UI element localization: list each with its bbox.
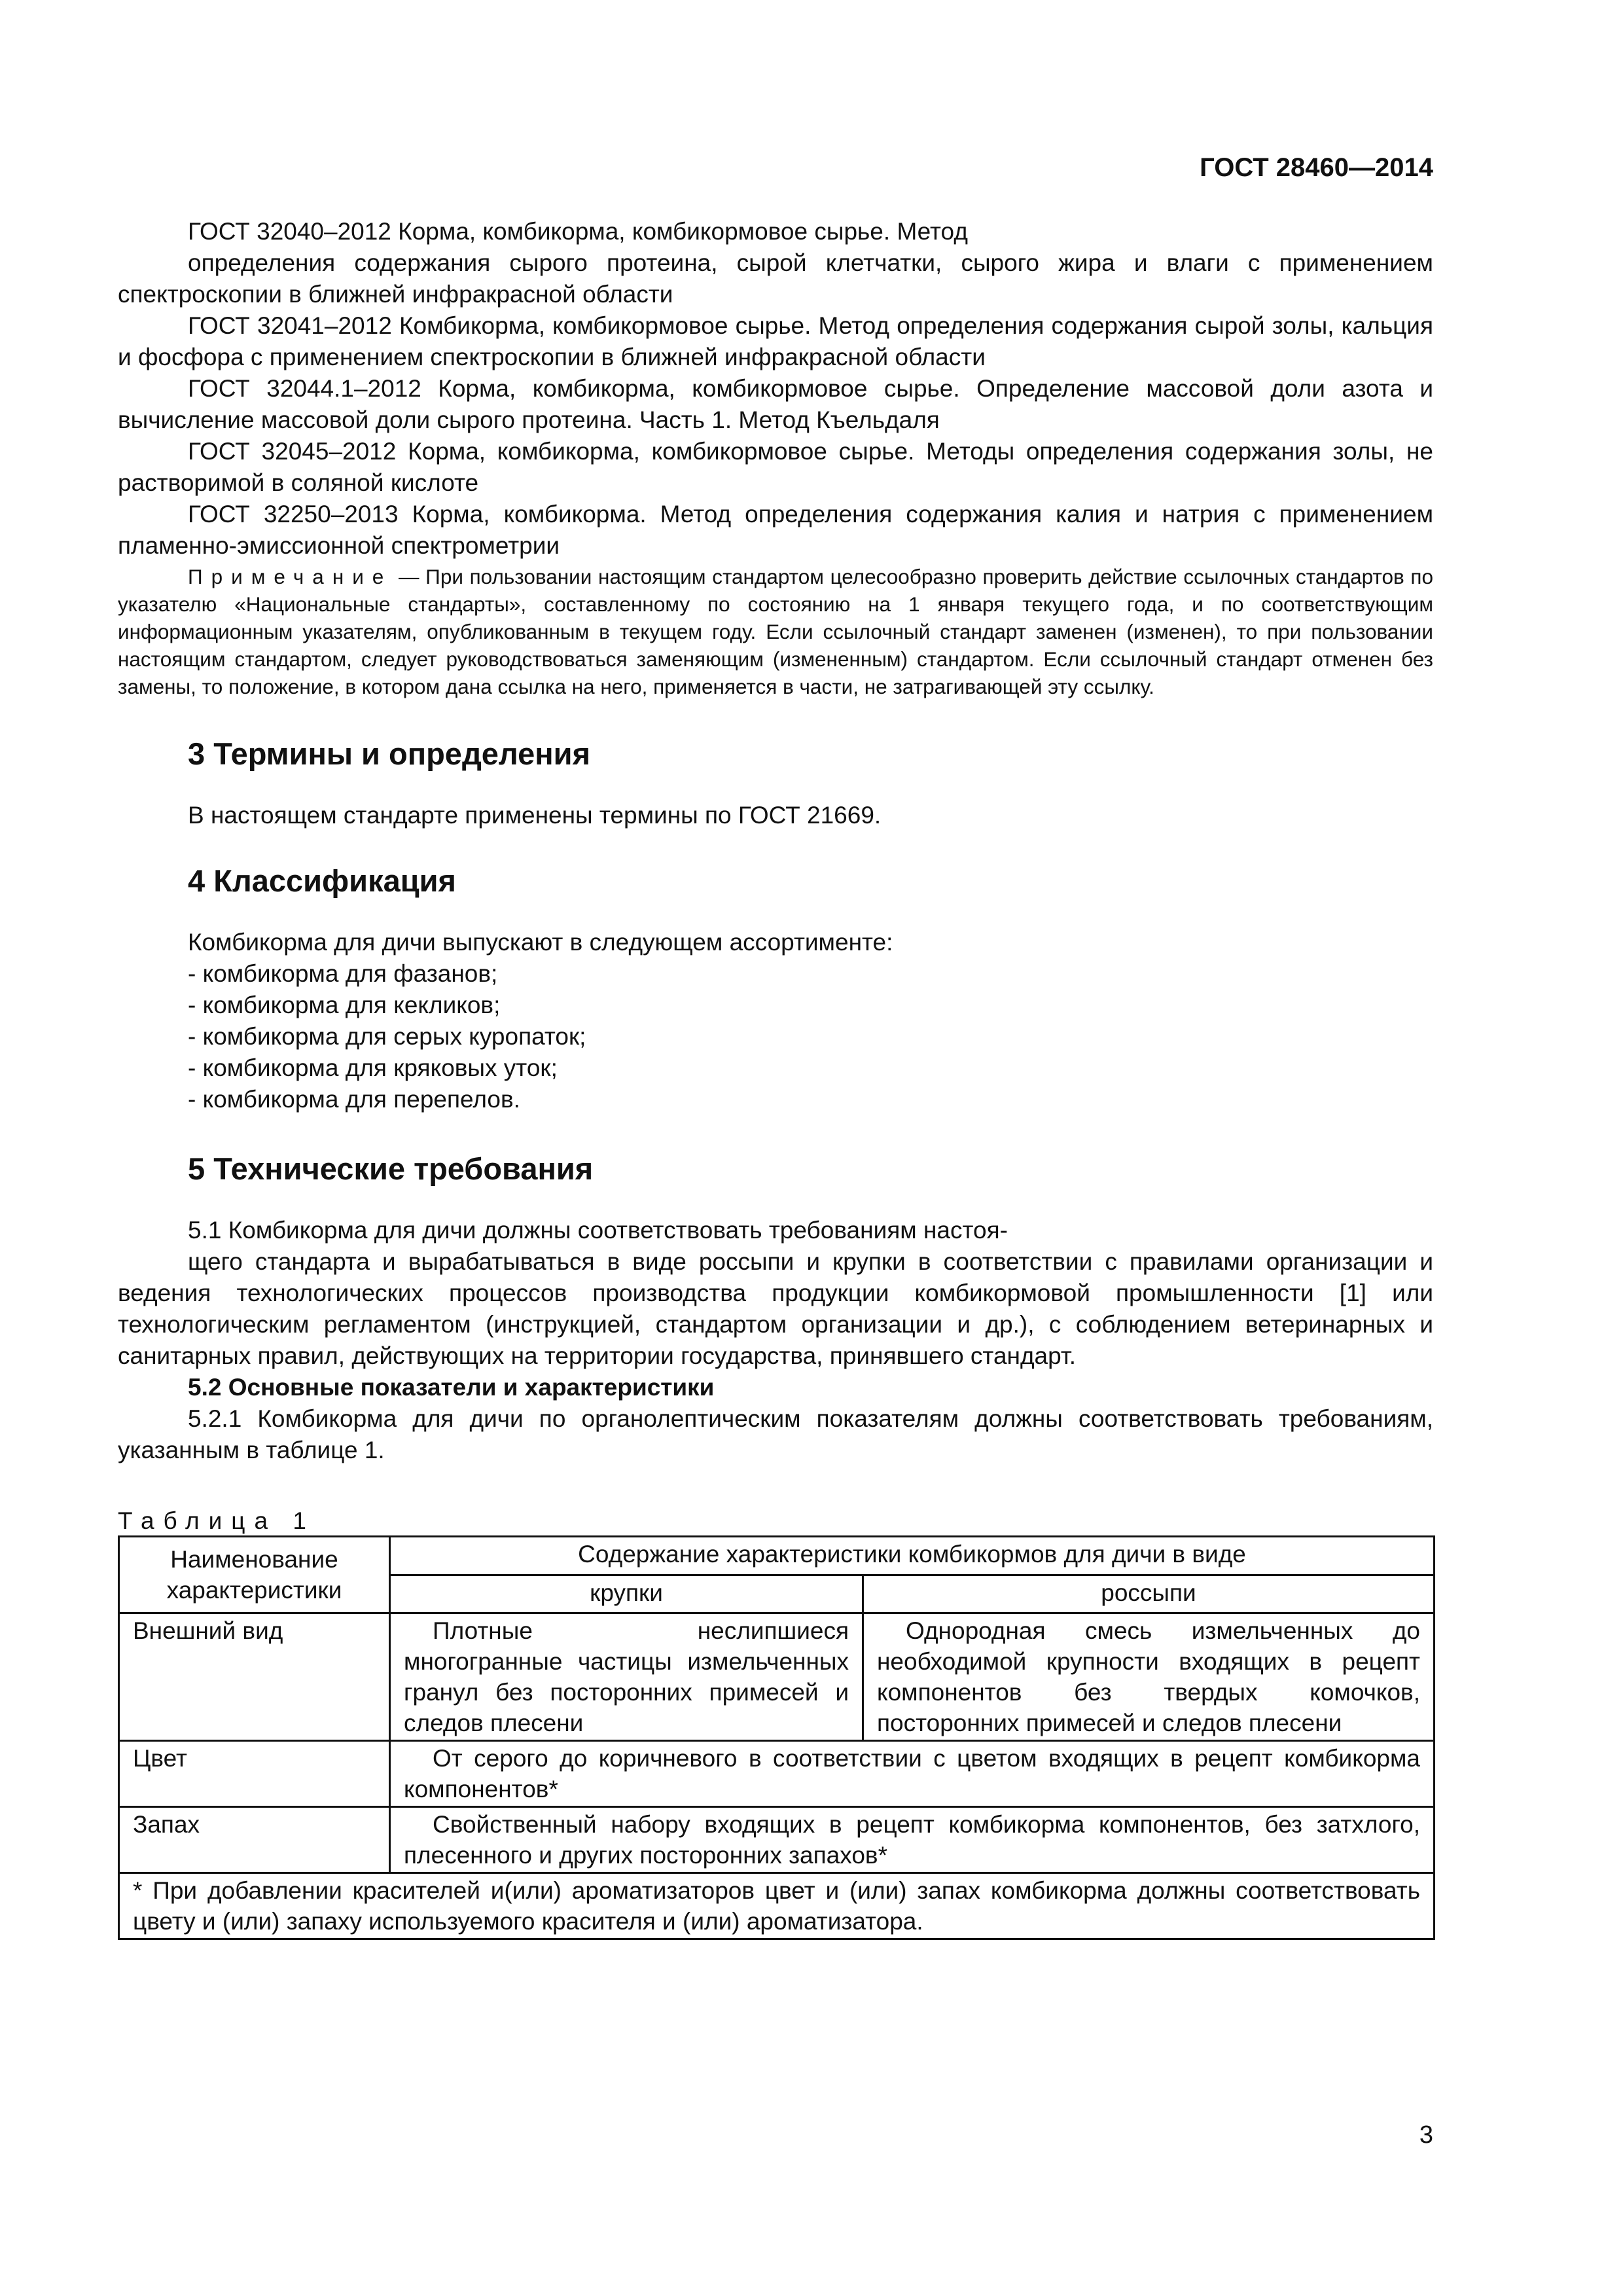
list-item: - комбикорма для перепелов. [188,1086,520,1113]
paragraph-5-2-1: 5.2.1 Комбикорма для дичи по органолептическим показателям должны соответствовать требованиям, указанным в таблице 1. [118,1405,1433,1463]
row-name-cell: Запах [119,1807,390,1873]
section-3-title: 3 Термины и определения [188,736,590,771]
list-item: - комбикорма для кекликов; [188,992,501,1018]
reference-text: ГОСТ 32044.1–2012 Корма, комбикорма, комбикормовое сырье. Определение массовой доли азота и вычисление массовой доли сырого протеина. Часть 1. Метод Къельдаля [118,375,1433,433]
section-5-title: 5 Технические требования [188,1151,594,1186]
table-row [119,1807,1435,1873]
note [118,563,1433,700]
list-intro: Комбикорма для дичи выпускают в следующем ассортименте: [188,929,893,956]
reference-text: ГОСТ 32045–2012 Корма, комбикорма, комбикормовое сырье. Методы определения содержания золы, не растворимой в соляной кислоте [118,438,1433,496]
header-name-cell: Наименование характеристики [119,1537,390,1613]
header-col-a: крупки [390,1575,863,1613]
reference-text: ГОСТ 32041–2012 Комбикорма, комбикормовое сырье. Метод определения содержания сырой золы, кальция и фосфора с применением спектроскопии в ближней инфракрасной области [118,312,1433,370]
row-value-cell: Однородная смесь измельченных до необходимой крупности входящих в рецепт компонентов без твердых комочков, посторонних примесей и следов плесени [863,1613,1435,1741]
table-header-row [119,1537,1435,1575]
row-value-cell: Плотные неслипшиеся многогранные частицы измельченных гранул без посторонних примесей и следов плесени [390,1613,863,1741]
row-name-cell: Внешний вид [119,1613,390,1741]
classification-list [118,927,1433,1115]
page-number: 3 [1419,2121,1433,2149]
list-item: - комбикорма для серых куропаток; [188,1023,586,1050]
page-content [118,216,1433,1940]
table-row [119,1741,1435,1807]
row-name-cell: Цвет [119,1741,390,1807]
list-item: - комбикорма для кряковых уток; [188,1054,558,1081]
paragraph-5-1-text: щего стандарта и вырабатываться в виде россыпи и крупки в соответствии с правилами организации и ведения технологических процессов производства продукции комбикормовой промышленности [1] или технологическим регламентом (инструкцией, стандартом организации и др.), с соблюдением ветеринарных и санитарных правил, действующих на территории государства, принявшего стандарт. [118,1248,1433,1369]
table-1 [118,1535,1435,1940]
subsection-5-2-title: 5.2 Основные показатели и характеристики [188,1374,715,1401]
note-label: Примечание [188,565,393,588]
table-row [119,1613,1435,1741]
reference-label: ГОСТ 32040–2012 Корма, комбикорма, комбикормовое сырье. Метод [188,218,968,245]
table-caption: Таблица 1 [118,1507,315,1534]
row-merged-cell: Свойственный набору входящих в рецепт комбикорма компонентов, без затхлого, плесенного и других посторонних запахов* [390,1807,1435,1873]
normative-references [118,216,1433,562]
list-item: - комбикорма для фазанов; [188,960,498,987]
reference-text: определения содержания сырого протеина, сырой клетчатки, сырого жира и влаги с применением спектроскопии в ближней инфракрасной области [118,249,1433,308]
paragraph-5-1-label: 5.1 Комбикорма для дичи должны соответствовать требованиям настоя- [188,1217,1008,1244]
section-3-text: В настоящем стандарте применены термины по ГОСТ 21669. [188,802,882,829]
section-4-title: 4 Классификация [188,863,456,898]
header-group-cell: Содержание характеристики комбикормов для дичи в виде [390,1537,1435,1575]
table-footnote: * При добавлении красителей и(или) ароматизаторов цвет и (или) запах комбикорма должны соответствовать цвету и (или) запаху используемого красителя и (или) ароматизатора. [119,1873,1435,1939]
note-text: — При пользовании настоящим стандартом целесообразно проверить действие ссылочных стандартов по указателю «Национальные стандарты», составленному по состоянию на 1 января текущего года, и по соответствующим информационным указателям, опубликованным в текущем году. Если ссылочный стандарт заменен (изменен), то при пользовании настоящим стандартом, следует руководствоваться заменяющим (измененным) стандартом. Если ссылочный стандарт отменен без замены, то положение, в котором дана ссылка на него, применяется в части, не затрагивающей эту ссылку. [118,565,1433,698]
row-merged-cell: От серого до коричневого в соответствии с цветом входящих в рецепт комбикорма компонентов* [390,1741,1435,1807]
table-footnote-row [119,1873,1435,1939]
header-col-b: россыпи [863,1575,1435,1613]
reference-text: ГОСТ 32250–2013 Корма, комбикорма. Метод определения содержания калия и натрия с применением пламенно-эмиссионной спектрометрии [118,501,1433,559]
document-number: ГОСТ 28460—2014 [1200,153,1433,182]
